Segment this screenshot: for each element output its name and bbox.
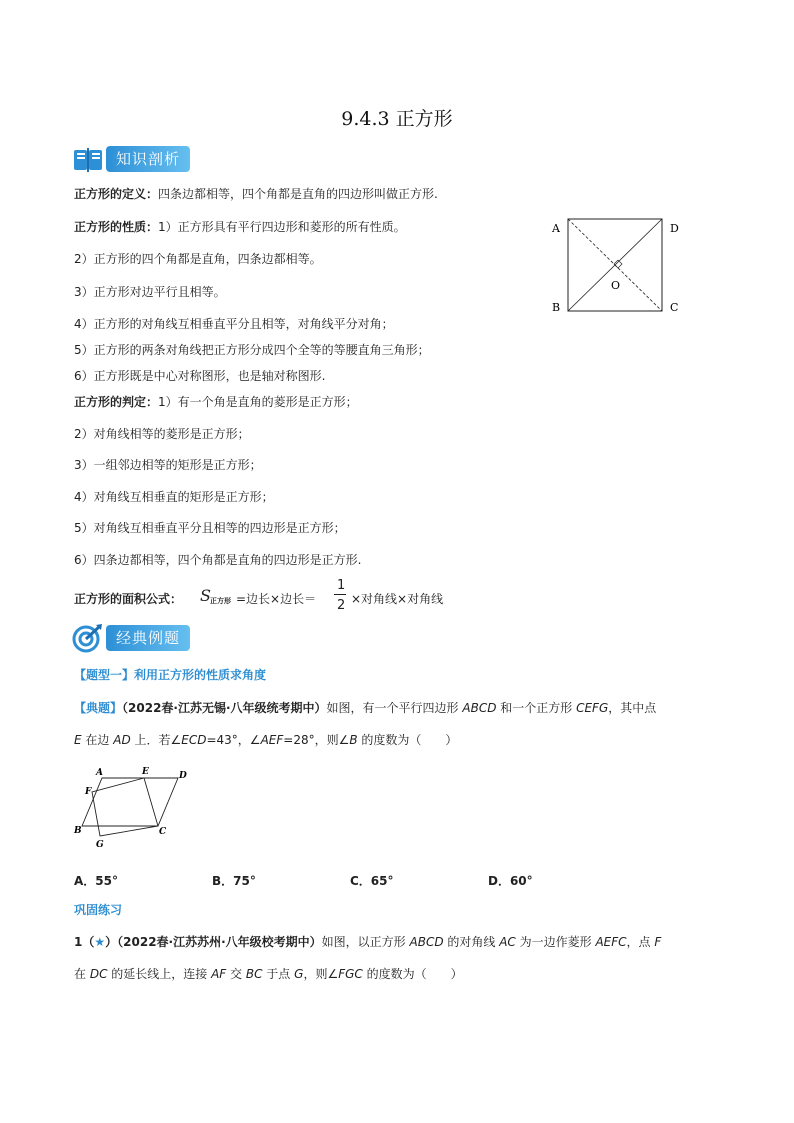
practice-var: BC [245,967,263,981]
example-var: ECD [181,733,207,747]
judgement-head: 正方形的判定： [74,395,159,409]
square-diagram [548,214,690,316]
vertex-label-c: C [670,301,679,314]
property-item: 1）正方形具有平行四边形和菱形的所有性质。 [158,220,406,234]
example-text: 如图，有一个平行四边形 [326,701,463,715]
formula-s: S [200,586,211,605]
property-item: 6）正方形既是中心对称图形，也是轴对称图形. [74,369,326,383]
label-g: G [96,840,104,850]
example-text: =43°，∠ [206,733,261,747]
vertex-label-b: B [552,301,561,314]
practice-number-close: ） [105,935,118,949]
vertex-label-a: A [552,222,560,235]
formula-subscript: 正方形 [210,597,231,605]
definition-body: 四条边都相等，四个角都是直角的四边形叫做正方形. [158,187,438,201]
practice-text: ，则∠ [303,967,339,981]
label-f: F [85,787,92,797]
option-d[interactable]: D．60° [488,874,533,888]
example-text: 的度数为（ ） [357,733,458,747]
judgement-item: 4）对角线互相垂直的矩形是正方形； [74,490,274,504]
definition-head: 正方形的定义： [74,187,159,201]
label-a: A [96,768,103,778]
section-label: 知识剖析 [106,146,190,172]
page-title: 9.4.3 正方形 [341,108,453,130]
practice-text: 为一边作菱形 [515,935,596,949]
practice-var: ABCD [409,935,444,949]
option-a[interactable]: A．55° [74,874,118,888]
judgement-item: 5）对角线互相垂直平分且相等的四边形是正方形； [74,521,346,535]
practice-text: 在 [74,967,90,981]
practice-heading: 巩固练习 [74,903,123,917]
judgement-item: 1）有一个角是直角的菱形是正方形； [158,395,358,409]
target-icon [72,623,104,653]
example-text: =28°，则∠ [283,733,350,747]
label-e: E [142,767,149,777]
practice-line-1 [74,934,661,950]
fraction-bar [334,594,346,595]
judgement-item: 2）对角线相等的菱形是正方形； [74,427,250,441]
example-var: B [349,733,358,747]
right-angle-mark [614,260,622,268]
square-cefg [92,778,158,836]
practice-var: DC [89,967,108,981]
properties-line [74,219,406,235]
property-item: 5）正方形的两条对角线把正方形分成四个全等的等腰直角三角形； [74,343,430,357]
label-b: B [74,826,82,836]
example-tag: 【典题】 [74,701,123,715]
property-item: 4）正方形的对角线互相垂直平分且相等，对角线平分对角； [74,317,394,331]
example-text: ，其中点 [608,701,657,715]
center-label-o: O [611,279,621,292]
practice-text: 的度数为（ ） [362,967,463,981]
practice-text: ，点 [626,935,655,949]
practice-text: 的对角线 [443,935,500,949]
properties-head: 正方形的性质： [74,220,159,234]
judgement-item: 3）一组邻边相等的矩形是正方形； [74,458,262,472]
property-item: 3）正方形对边平行且相等。 [74,285,226,299]
practice-var: G [294,967,304,981]
parallelogram-abcd [82,778,178,826]
vertex-label-d: D [670,222,679,235]
example-line-1 [74,700,656,716]
question-type-heading: 【题型一】利用正方形的性质求角度 [74,668,267,682]
option-b[interactable]: B．75° [212,874,256,888]
example-text: 上．若∠ [130,733,182,747]
section-label: 经典例题 [106,625,190,651]
practice-var: AC [499,935,516,949]
example-text: 在边 [81,733,114,747]
practice-text: 交 [226,967,246,981]
practice-line-2 [74,966,463,982]
example-var: CEFG [576,701,609,715]
option-c[interactable]: C．65° [350,874,394,888]
example-source: （2022春·江苏无锡·八年级统考期中） [122,701,327,715]
book-icon [72,144,104,174]
star-icon: ★ [94,935,106,949]
practice-var: AF [211,967,227,981]
label-d: D [179,771,187,781]
practice-var: FGC [338,967,363,981]
definition-line [74,186,438,202]
practice-var: AEFC [595,935,627,949]
formula-head: 正方形的面积公式： [74,592,183,606]
property-item: 2）正方形的四个角都是直角，四条边都相等。 [74,252,322,266]
example-text: 和一个正方形 [496,701,577,715]
formula-part1: =边长×边长＝ [236,592,317,606]
judgement-item: 6）四条边都相等，四个角都是直角的四边形是正方形. [74,553,362,567]
label-c: C [159,827,167,837]
judgement-line [74,394,358,410]
practice-var: F [654,935,662,949]
fraction-numerator: 1 [337,578,346,593]
example-var: AD [113,733,131,747]
practice-number: 1（ [74,935,95,949]
example-var: AEF [260,733,284,747]
example-var: E [74,733,82,747]
practice-text: 于点 [262,967,295,981]
practice-source: （2022春·江苏苏州·八年级校考期中） [117,935,322,949]
fraction-denominator: 2 [337,598,346,613]
example-var: ABCD [462,701,497,715]
practice-text: 的延长线上，连接 [107,967,212,981]
formula-part2: ×对角线×对角线 [351,592,444,606]
parallelogram-diagram [72,764,192,850]
example-line-2 [74,732,457,748]
practice-text: 如图，以正方形 [321,935,410,949]
